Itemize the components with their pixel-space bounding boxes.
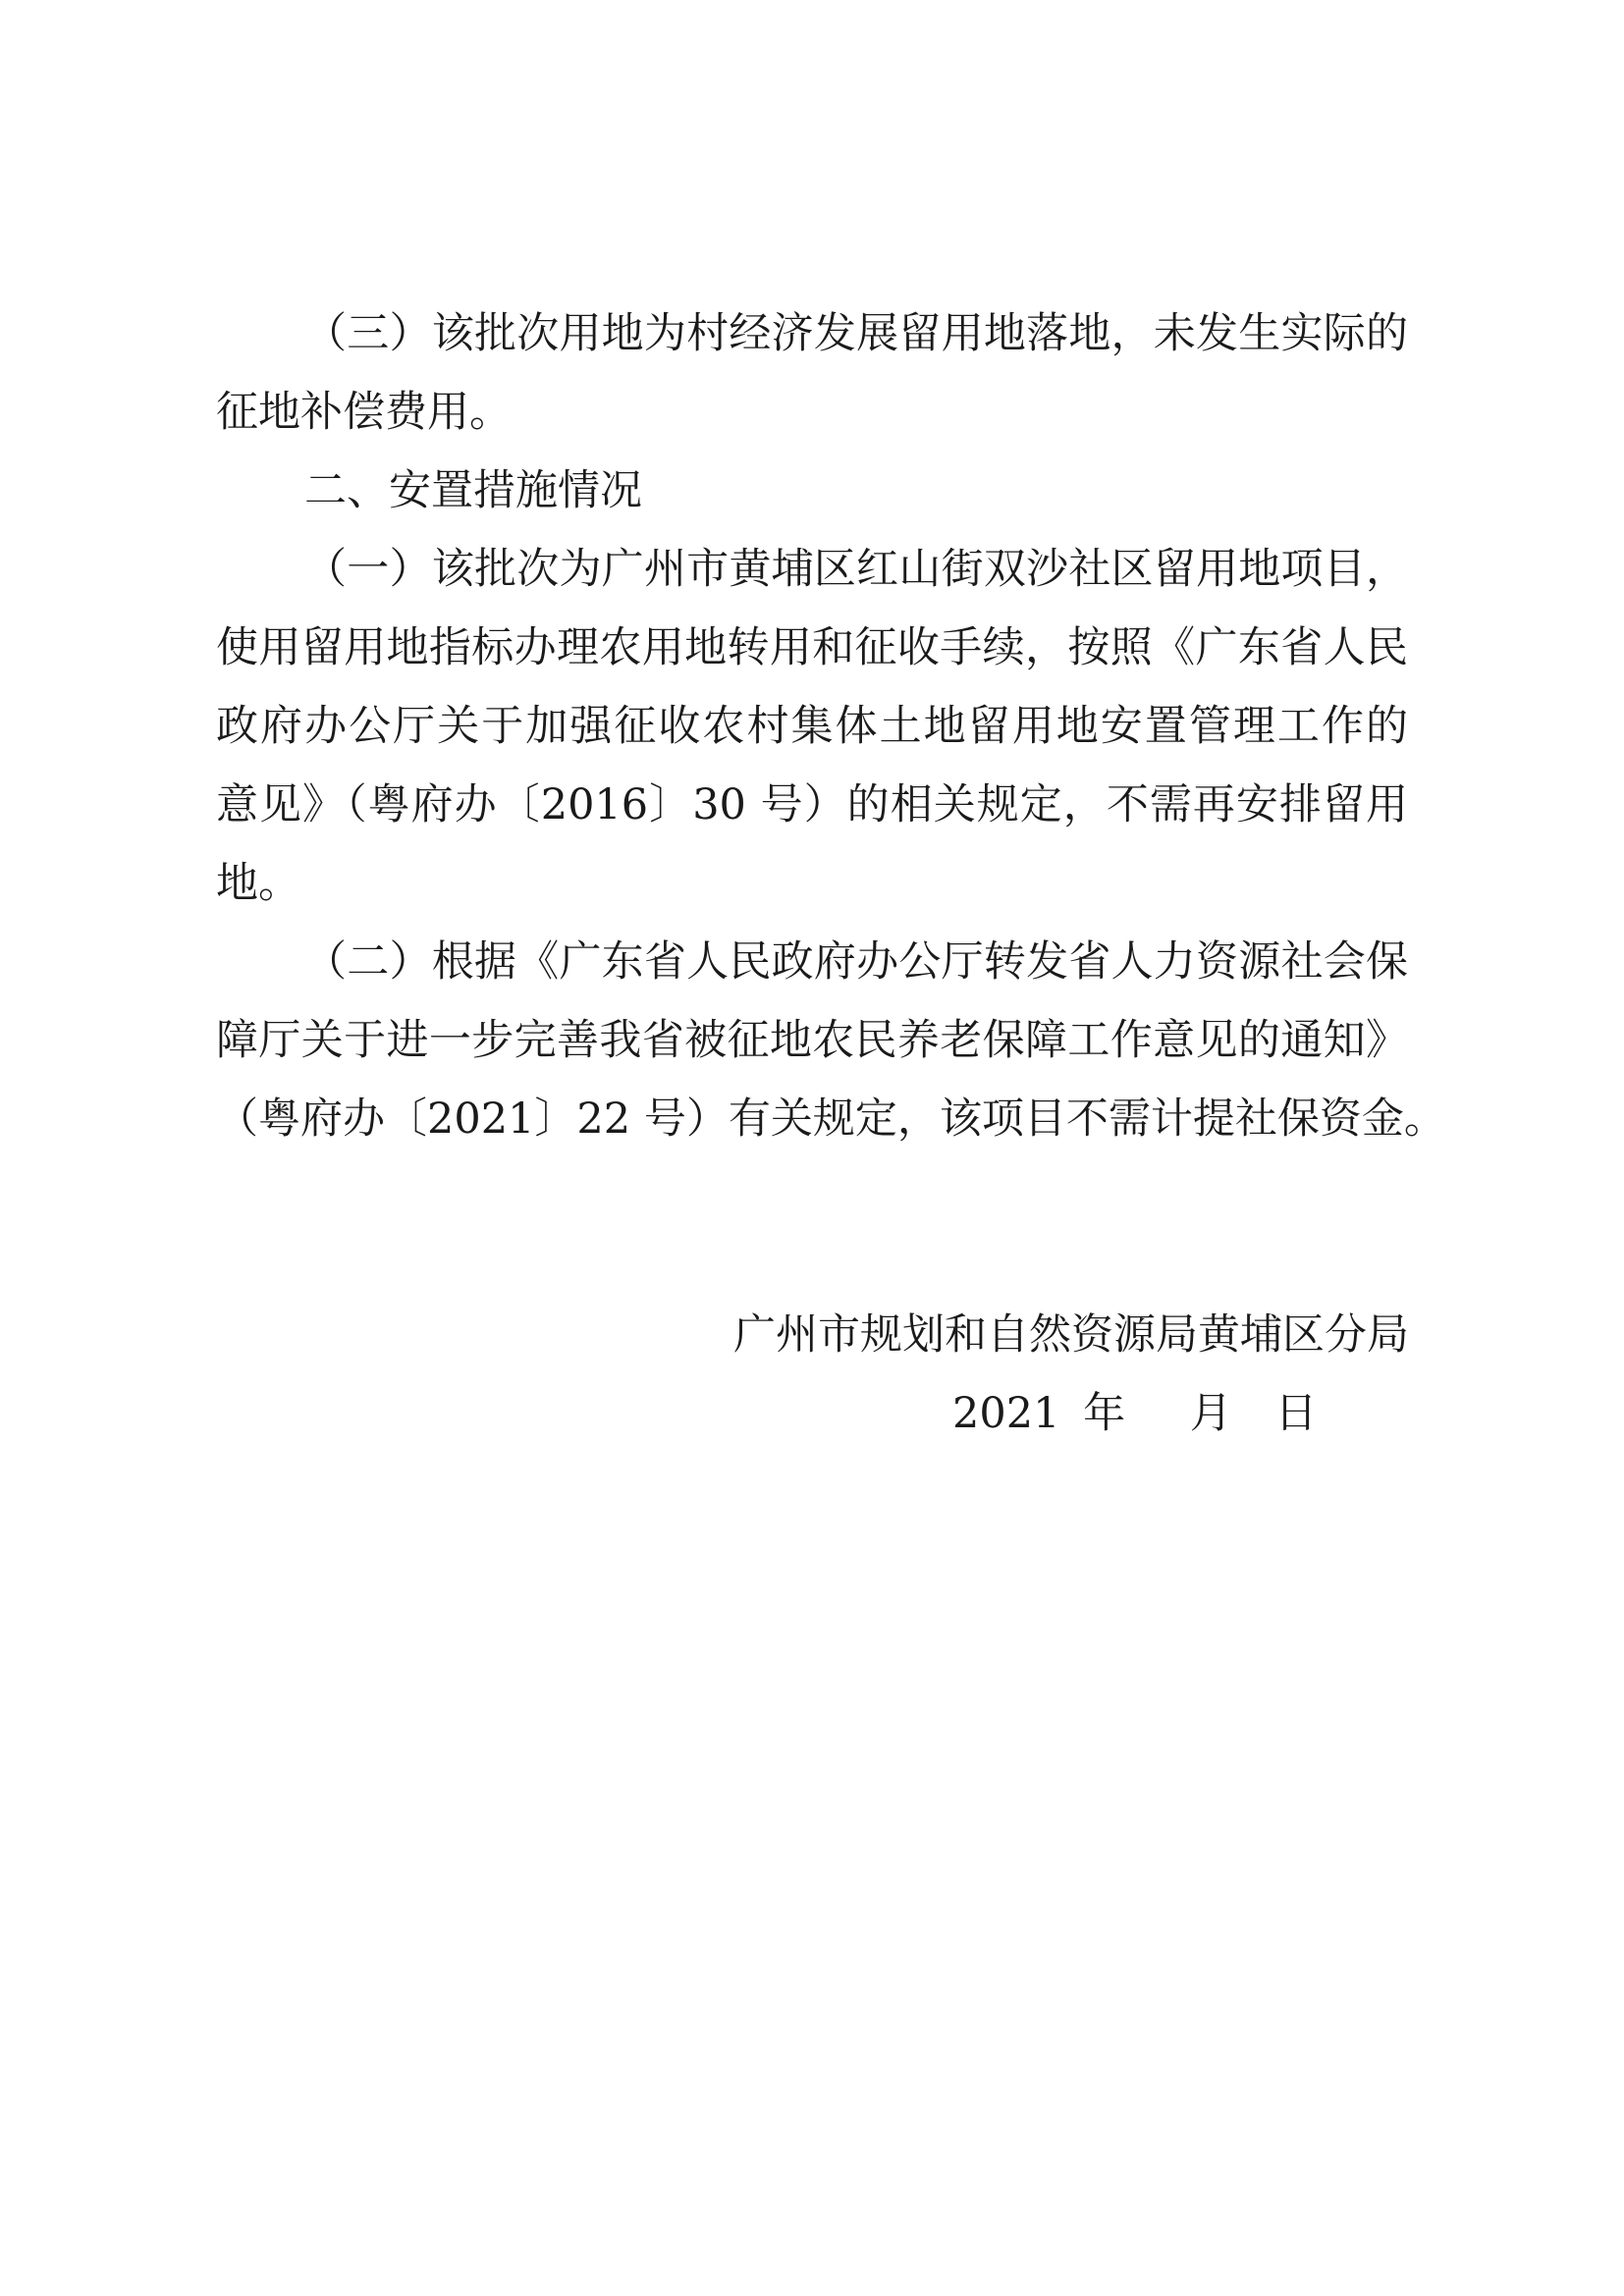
signature-date [952, 1389, 1317, 1438]
para2-line-2: 障厅关于进一步完善我省被征地农民养老保障工作意见的通知》 [216, 1016, 1408, 1065]
section3-line-2: 征地补偿费用。 [216, 388, 512, 437]
para2-line-3: （粤府办〔2021〕22 号）有关规定，该项目不需计提社保资金。 [216, 1095, 1446, 1144]
para2-line-1: （二）根据《广东省人民政府办公厅转发省人力资源社会保 [304, 937, 1408, 987]
para1-line-4: 意见》（粤府办〔2016〕30 号）的相关规定，不需再安排留用 [216, 780, 1408, 829]
signature-organization: 广州市规划和自然资源局黄埔区分局 [733, 1310, 1409, 1360]
section-heading-resettlement: 二、安置措施情况 [304, 466, 642, 515]
para1-line-5: 地。 [216, 859, 300, 908]
para1-line-1: （一）该批次为广州市黄埔区红山街双沙社区留用地项目， [304, 545, 1408, 594]
signature-month-unit: 月 [1189, 1389, 1232, 1438]
signature-year-unit: 年 [1083, 1389, 1126, 1438]
section3-line-1: （三）该批次用地为村经济发展留用地落地，未发生实际的 [304, 309, 1408, 358]
para1-line-3: 政府办公厅关于加强征收农村集体土地留用地安置管理工作的 [216, 702, 1408, 751]
para1-line-2: 使用留用地指标办理农用地转用和征收手续，按照《广东省人民 [216, 623, 1408, 672]
signature-day-unit: 日 [1274, 1389, 1318, 1438]
signature-year: 2021 [952, 1389, 1060, 1438]
